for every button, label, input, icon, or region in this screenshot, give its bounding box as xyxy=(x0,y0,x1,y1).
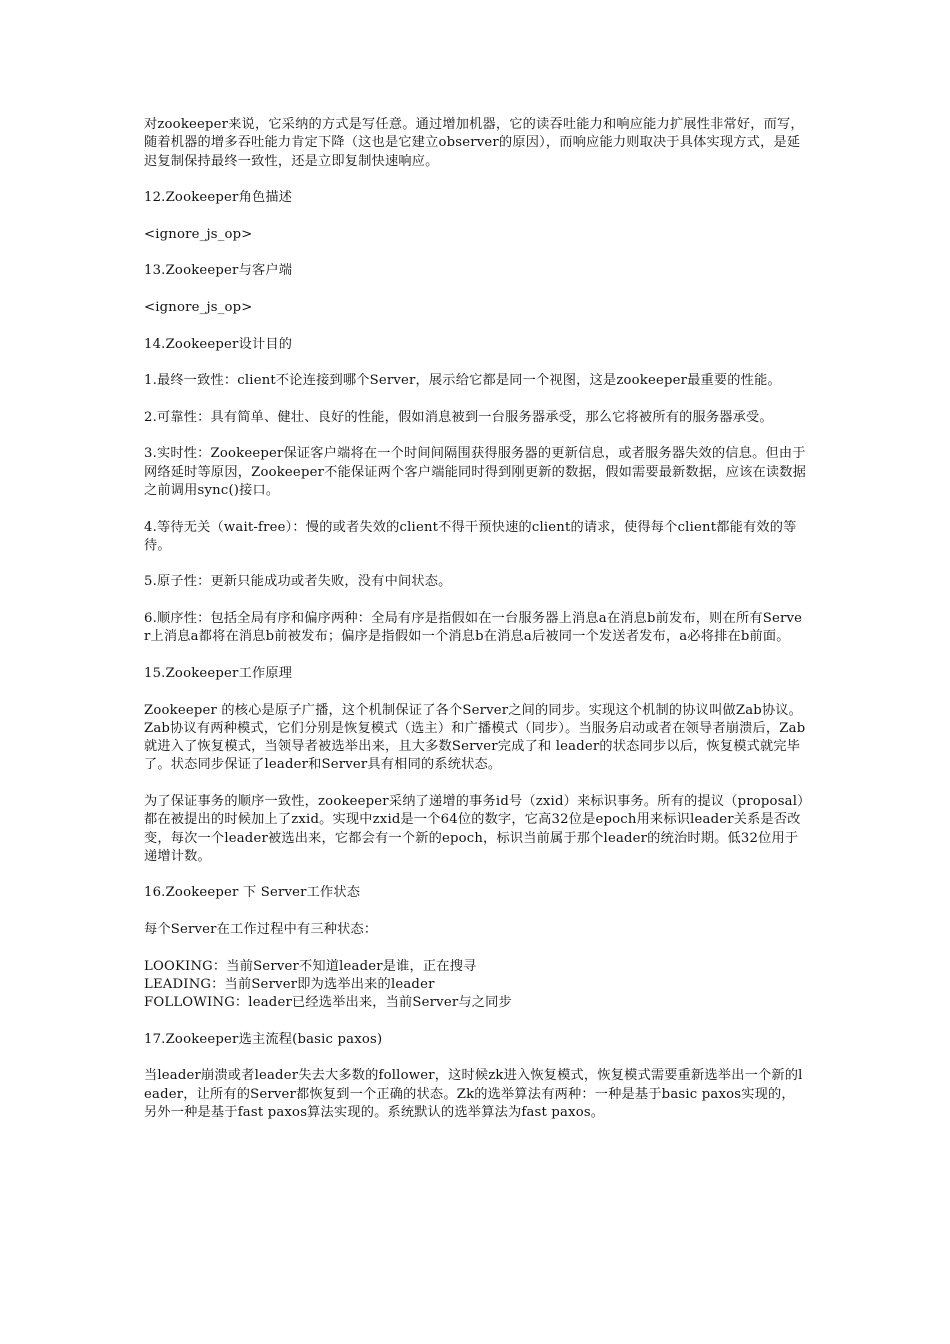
server-states-list xyxy=(144,958,808,1013)
section-heading-14: 14.Zookeeper设计目的 xyxy=(144,336,293,352)
section-heading-13: 13.Zookeeper与客户端 xyxy=(144,263,293,279)
zxid-paragraph: 为了保证事务的顺序一致性，zookeeper采纳了递增的事务id号（zxid）来标识事务。所有的提议（proposal）都在被提出的时候加上了zxid。实现中zxid是一个64位的数字，它高32位是epoch用来标识leader关系是否改变，每次一个leader被选出来，它都会有一个新的epoch，标识当前属于那个leader的统治时期。低32位用于递增计数。 xyxy=(144,793,804,864)
design-goal-consistency: 1.最终一致性：client不论连接到哪个Server，展示给它都是同一个视图，这是zookeeper最重要的性能。 xyxy=(144,373,781,389)
section-heading-17: 17.Zookeeper选主流程(basic paxos) xyxy=(144,1031,383,1047)
image-placeholder: <ignore_js_op> xyxy=(144,226,253,242)
design-goal-ordering: 6.顺序性：包括全局有序和偏序两种：全局有序是指假如在一台服务器上消息a在消息b前发布，则在所有Server上消息a都将在消息b前被发布；偏序是指假如一个消息b在消息a后被同一个发送者发布，a必将排在b前面。 xyxy=(144,611,803,645)
section-heading-15: 15.Zookeeper工作原理 xyxy=(144,665,293,681)
design-goal-wait-free: 4.等待无关（wait-free）：慢的或者失效的client不得干预快速的client的请求，使得每个client都能有效的等待。 xyxy=(144,519,797,553)
image-placeholder: <ignore_js_op> xyxy=(144,299,253,315)
design-goal-reliability: 2.可靠性：具有简单、健壮、良好的性能，假如消息被到一台服务器承受，那么它将被所有的服务器承受。 xyxy=(144,409,773,425)
state-looking: LOOKING：当前Server不知道leader是谁，正在搜寻 xyxy=(144,958,477,974)
document-body xyxy=(144,116,808,1141)
design-goal-timeliness: 3.实时性：Zookeeper保证客户端将在一个时间间隔围获得服务器的更新信息，或者服务器失效的信息。但由于网络延时等原因，Zookeeper不能保证两个客户端能同时得到刚更新的数据，假如需要最新数据，应该在读数据之前调用sync()接口。 xyxy=(144,446,807,498)
state-following: FOLLOWING：leader已经选举出来，当前Server与之同步 xyxy=(144,995,512,1011)
section-heading-12: 12.Zookeeper角色描述 xyxy=(144,190,293,206)
intro-paragraph: 对zookeeper来说，它采纳的方式是写任意。通过增加机器，它的读吞吐能力和响应能力扩展性非常好，而写，随着机器的增多吞吐能力肯定下降（这也是它建立observer的原因），而响应能力则取决于具体实现方式，是延迟复制保持最终一致性，还是立即复制快速响应。 xyxy=(144,117,804,169)
design-goal-atomicity: 5.原子性：更新只能成功或者失败，没有中间状态。 xyxy=(144,574,452,590)
working-principle-paragraph: Zookeeper 的核心是原子广播，这个机制保证了各个Server之间的同步。实现这个机制的协议叫做Zab协议。Zab协议有两种模式，它们分别是恢复模式（选主）和广播模式（同步）。当服务启动或者在领导者崩溃后，Zab就进入了恢复模式，当领导者被选举出来，且大多数Server完成了和 leader的状态同步以后，恢复模式就完毕了。状态同步保证了leader和Server具有相同的系统状态。 xyxy=(144,702,806,773)
state-leading: LEADING：当前Server即为选举出来的leader xyxy=(144,976,435,992)
election-paragraph: 当leader崩溃或者leader失去大多数的follower，这时候zk进入恢复模式，恢复模式需要重新选举出一个新的leader，让所有的Server都恢复到一个正确的状态。Zk的选举算法有两种：一种是基于basic paxos实现的，另外一种是基于fast paxos算法实现的。系统默认的选举算法为fast paxos。 xyxy=(144,1068,803,1121)
server-states-intro: 每个Server在工作过程中有三种状态： xyxy=(144,922,378,938)
section-heading-16: 16.Zookeeper 下 Server工作状态 xyxy=(144,885,361,901)
